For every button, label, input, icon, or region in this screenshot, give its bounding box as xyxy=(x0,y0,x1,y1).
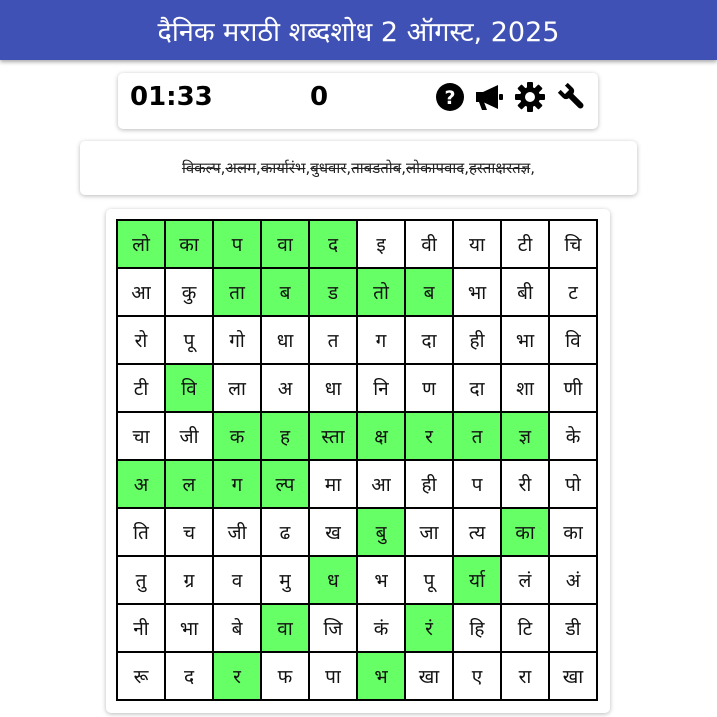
grid-cell[interactable]: खा xyxy=(406,653,454,701)
grid-cell[interactable]: मु xyxy=(262,557,310,605)
grid-cell[interactable]: ल्प xyxy=(262,461,310,509)
grid-cell[interactable]: ण xyxy=(406,365,454,413)
grid-cell[interactable]: ही xyxy=(406,461,454,509)
grid-cell[interactable]: ग xyxy=(358,317,406,365)
status-bar xyxy=(118,73,598,129)
score: 0 xyxy=(310,82,329,112)
grid-cell[interactable]: ब xyxy=(262,269,310,317)
timer: 01:33 xyxy=(130,82,213,112)
grid-cell[interactable]: प xyxy=(454,461,502,509)
grid-cell[interactable]: नी xyxy=(118,605,166,653)
word-separator: , xyxy=(305,159,311,177)
grid-cell[interactable]: लं xyxy=(502,557,550,605)
grid-cell[interactable]: वा xyxy=(262,605,310,653)
word-list xyxy=(80,141,637,195)
grid-cell[interactable]: या xyxy=(454,221,502,269)
grid-cell[interactable]: ता xyxy=(214,269,262,317)
grid-cell[interactable]: गो xyxy=(214,317,262,365)
grid-cell[interactable]: जि xyxy=(310,605,358,653)
grid-cell[interactable]: तो xyxy=(358,269,406,317)
grid-cell[interactable]: ए xyxy=(454,653,502,701)
grid-cell[interactable]: फ xyxy=(262,653,310,701)
grid-cell[interactable]: ट xyxy=(550,269,598,317)
word-separator: , xyxy=(220,159,226,177)
grid-cell[interactable]: व xyxy=(214,557,262,605)
grid-cell[interactable]: दा xyxy=(454,365,502,413)
grid-cell[interactable]: जी xyxy=(166,413,214,461)
announcement-icon[interactable] xyxy=(474,81,506,113)
grid-cell[interactable]: नि xyxy=(358,365,406,413)
grid-cell[interactable]: का xyxy=(502,509,550,557)
grid-cell[interactable]: आ xyxy=(118,269,166,317)
grid-cell[interactable]: अ xyxy=(118,461,166,509)
grid-cell[interactable]: धा xyxy=(262,317,310,365)
grid-cell[interactable]: कं xyxy=(358,605,406,653)
page-title: दैनिक मराठी शब्दशोध 2 ऑगस्ट, 2025 xyxy=(157,16,560,48)
grid-cell[interactable]: क xyxy=(214,413,262,461)
grid-cell[interactable]: ति xyxy=(118,509,166,557)
grid-cell[interactable]: रं xyxy=(406,605,454,653)
grid-cell[interactable]: धा xyxy=(310,365,358,413)
grid-cell[interactable]: ह xyxy=(262,413,310,461)
found-word: हस्ताक्षरतज्ञ xyxy=(468,159,531,177)
grid-cell[interactable]: वी xyxy=(406,221,454,269)
grid-cell[interactable]: ज्ञ xyxy=(502,413,550,461)
grid-cell[interactable]: कु xyxy=(166,269,214,317)
grid-cell[interactable]: वि xyxy=(166,365,214,413)
grid-cell[interactable]: चि xyxy=(550,221,598,269)
word-separator: , xyxy=(464,159,469,177)
puzzle-board xyxy=(106,209,610,713)
grid-cell[interactable]: टि xyxy=(502,605,550,653)
grid-cell[interactable]: च xyxy=(166,509,214,557)
letter-grid xyxy=(116,219,598,701)
grid-cell[interactable]: पू xyxy=(166,317,214,365)
grid-cell[interactable]: डी xyxy=(550,605,598,653)
found-word: अलम xyxy=(225,159,257,177)
grid-cell[interactable]: पू xyxy=(406,557,454,605)
grid-cell[interactable]: प xyxy=(214,221,262,269)
grid-cell[interactable]: दा xyxy=(406,317,454,365)
grid-cell[interactable]: र्या xyxy=(454,557,502,605)
grid-cell[interactable]: रा xyxy=(502,653,550,701)
grid-cell[interactable]: तु xyxy=(118,557,166,605)
grid-cell[interactable]: भा xyxy=(166,605,214,653)
grid-cell[interactable]: चा xyxy=(118,413,166,461)
grid-cell[interactable]: ही xyxy=(454,317,502,365)
wrench-icon[interactable] xyxy=(556,81,588,113)
grid-cell[interactable]: टी xyxy=(118,365,166,413)
grid-cell[interactable]: णी xyxy=(550,365,598,413)
grid-cell[interactable]: हि xyxy=(454,605,502,653)
grid-cell[interactable]: का xyxy=(550,509,598,557)
grid-cell[interactable]: खा xyxy=(550,653,598,701)
grid-cell[interactable]: शा xyxy=(502,365,550,413)
grid-cell[interactable]: ड xyxy=(310,269,358,317)
grid-cell[interactable]: वा xyxy=(262,221,310,269)
grid-cell[interactable]: ल xyxy=(166,461,214,509)
grid-cell[interactable]: के xyxy=(550,413,598,461)
grid-cell[interactable]: ध xyxy=(310,557,358,605)
grid-cell[interactable]: लो xyxy=(118,221,166,269)
grid-cell[interactable]: रो xyxy=(118,317,166,365)
grid-cell[interactable]: ला xyxy=(214,365,262,413)
found-word: लोकापवाद xyxy=(406,159,465,177)
app-header xyxy=(0,0,717,60)
grid-cell[interactable]: ख xyxy=(310,509,358,557)
grid-cell[interactable]: र xyxy=(214,653,262,701)
grid-cell[interactable]: ब xyxy=(406,269,454,317)
found-word: कार्यारंभ xyxy=(260,159,306,177)
grid-cell[interactable]: जी xyxy=(214,509,262,557)
found-word: ताबडतोब xyxy=(351,159,402,177)
settings-icon[interactable] xyxy=(514,81,546,113)
grid-cell[interactable]: रू xyxy=(118,653,166,701)
grid-cell[interactable]: जा xyxy=(406,509,454,557)
grid-cell[interactable]: भा xyxy=(502,317,550,365)
word-separator: , xyxy=(256,159,261,177)
grid-cell[interactable]: पो xyxy=(550,461,598,509)
grid-cell[interactable]: टी xyxy=(502,221,550,269)
grid-cell[interactable]: भ xyxy=(358,653,406,701)
help-icon[interactable] xyxy=(434,81,466,113)
grid-cell[interactable]: बु xyxy=(358,509,406,557)
grid-cell[interactable]: ढ xyxy=(262,509,310,557)
word-separator: , xyxy=(401,159,407,177)
grid-cell[interactable]: त xyxy=(454,413,502,461)
grid-cell[interactable]: भ xyxy=(358,557,406,605)
grid-cell[interactable]: ग xyxy=(214,461,262,509)
grid-cell[interactable]: बे xyxy=(214,605,262,653)
grid-cell[interactable]: ग्र xyxy=(166,557,214,605)
grid-cell[interactable]: स्ता xyxy=(310,413,358,461)
grid-cell[interactable]: अं xyxy=(550,557,598,605)
grid-cell[interactable]: त xyxy=(310,317,358,365)
grid-cell[interactable]: इ xyxy=(358,221,406,269)
word-separator: , xyxy=(530,159,536,177)
grid-cell[interactable]: बी xyxy=(502,269,550,317)
grid-cell[interactable]: आ xyxy=(358,461,406,509)
grid-cell[interactable]: द xyxy=(310,221,358,269)
grid-cell[interactable]: वि xyxy=(550,317,598,365)
grid-cell[interactable]: पा xyxy=(310,653,358,701)
found-word: विकल्प xyxy=(181,159,221,177)
svg-text:?: ? xyxy=(444,87,456,109)
grid-cell[interactable]: का xyxy=(166,221,214,269)
grid-cell[interactable]: री xyxy=(502,461,550,509)
grid-cell[interactable]: त्य xyxy=(454,509,502,557)
grid-cell[interactable]: र xyxy=(406,413,454,461)
grid-cell[interactable]: द xyxy=(166,653,214,701)
word-separator: , xyxy=(346,159,352,177)
grid-cell[interactable]: मा xyxy=(310,461,358,509)
grid-cell[interactable]: अ xyxy=(262,365,310,413)
grid-cell[interactable]: भा xyxy=(454,269,502,317)
grid-cell[interactable]: क्ष xyxy=(358,413,406,461)
found-word: बुधवार xyxy=(310,159,347,177)
